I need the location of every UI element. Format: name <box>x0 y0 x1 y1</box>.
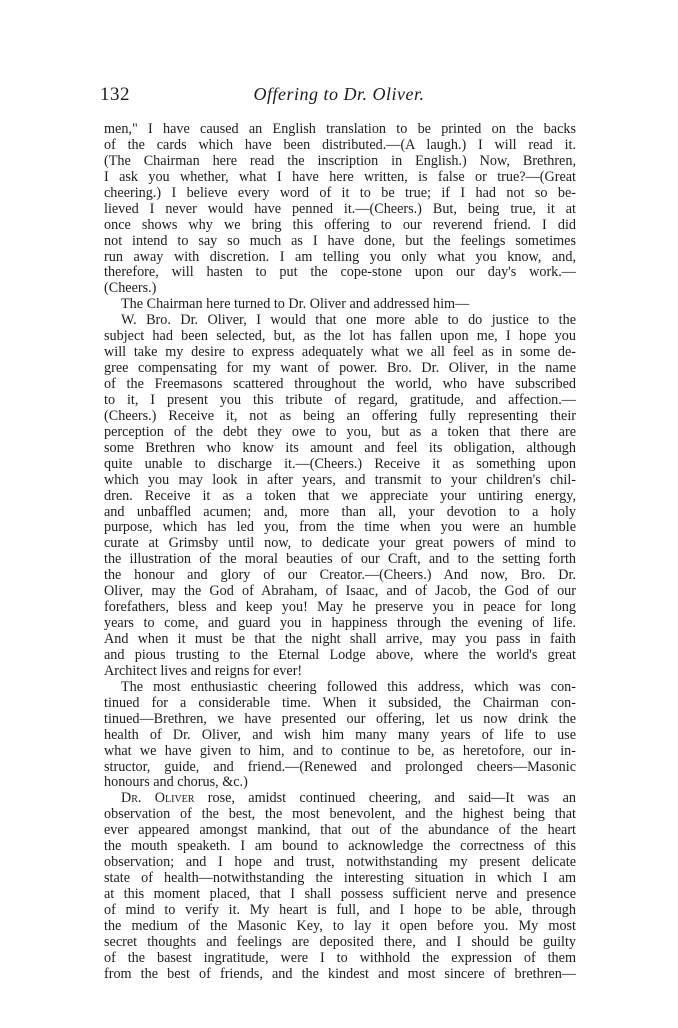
line-text: at this moment placed, that I shall possess sufficient nerve and presence <box>104 886 576 902</box>
text-line <box>104 887 576 903</box>
text-line <box>104 839 576 855</box>
line-text: the illustration of the moral beauties of our Craft, and to the setting forth <box>104 551 576 568</box>
text-line <box>104 441 576 457</box>
text-line <box>104 967 576 983</box>
body-text <box>104 122 576 983</box>
text-line <box>104 712 576 728</box>
line-text: some Brethren who know its amount and feel its obligation, although <box>104 439 576 456</box>
line-text: subject had been selected, but, as the lot has fallen upon me, I hope you <box>104 328 576 345</box>
text-line <box>104 584 576 600</box>
line-text: once shows why we bring this offering to our reverend friend. I did <box>104 216 576 233</box>
line-text: the medium of the Masonic Key, to lay it open before you. My most <box>104 917 576 934</box>
text-line <box>104 505 576 521</box>
text-line <box>104 728 576 744</box>
line-text: The most enthusiastic cheering followed this address, which was con- <box>121 678 576 695</box>
line-text: which you may look in after years, and transmit to your children's chil- <box>104 471 576 488</box>
text-line <box>104 680 576 696</box>
text-line <box>104 345 576 361</box>
line-text: to it, I present you this tribute of regard, gratitude, and affection.— <box>104 391 576 408</box>
running-title: Offering to Dr. Oliver. <box>253 84 425 104</box>
line-text: not intend to say so much as I have done, but the feelings sometimes <box>104 232 576 249</box>
text-line <box>104 648 576 664</box>
text-line <box>104 807 576 823</box>
line-text: ever appeared amongst mankind, that out of the abundance of the heart <box>104 822 576 839</box>
line-text: (The Chairman here read the inscription in English.) Now, Brethren, <box>104 152 576 169</box>
text-line <box>104 170 576 186</box>
speaker-name: Dr. Oliver <box>121 790 195 807</box>
line-text: health of Dr. Oliver, and wish him many many years of life to use <box>104 726 576 743</box>
text-line <box>104 871 576 887</box>
line-text: rose, amidst continued cheering, and said—It was an <box>194 790 576 807</box>
line-text: from the best of friends, and the kindest and most sincere of brethren— <box>104 965 576 982</box>
line-text: dren. Receive it as a token that we appreciate your untiring energy, <box>104 487 576 504</box>
line-text: purpose, which has led you, from the time when you were an humble <box>104 519 576 536</box>
line-text: the mouth speaketh. I am bound to acknowledge the correctness of this <box>104 838 576 855</box>
text-line <box>104 823 576 839</box>
line-text: of the cards which have been distributed.—(A laugh.) I will read it. <box>104 136 576 153</box>
text-line <box>104 473 576 489</box>
line-text: Architect lives and reigns for ever! <box>104 662 303 679</box>
text-line <box>104 632 576 648</box>
line-text: honours and chorus, &c.) <box>104 774 248 791</box>
line-text: cheering.) I believe every word of it to be true; if I had not so be- <box>104 184 576 201</box>
text-line <box>104 281 576 297</box>
line-text: therefore, will hasten to put the cope-stone upon our day's work.— <box>104 264 576 281</box>
line-text: of the basest ingratitude, were I to withhold the expression of them <box>104 949 576 966</box>
line-text: forefathers, bless and keep you! May he preserve you in peace for long <box>104 599 576 616</box>
line-text: (Cheers.) Receive it, not as being an offering fully representing their <box>104 407 576 424</box>
text-line <box>104 520 576 536</box>
text-line <box>104 329 576 345</box>
text-line <box>104 393 576 409</box>
text-line <box>104 202 576 218</box>
line-text: the honour and glory of our Creator.—(Cheers.) And now, Bro. Dr. <box>104 567 576 584</box>
text-line <box>104 489 576 505</box>
line-text: curate at Grimsby until now, to dedicate your great powers of mind to <box>104 535 576 552</box>
text-line <box>104 664 576 680</box>
line-text: (Cheers.) <box>104 280 157 297</box>
line-text: lieved I never would have penned it.—(Cheers.) But, being true, it at <box>104 200 576 217</box>
text-line <box>104 568 576 584</box>
line-text: tinued for a considerable time. When it subsided, the Chairman con- <box>104 694 576 711</box>
text-line <box>104 361 576 377</box>
text-line <box>104 154 576 170</box>
text-line <box>104 186 576 202</box>
line-text: run away with discretion. I am telling you only what you know, and, <box>104 248 576 265</box>
line-text: The Chairman here turned to Dr. Oliver and addressed him— <box>121 296 470 313</box>
text-line <box>104 218 576 234</box>
text-line <box>104 744 576 760</box>
text-line <box>104 297 576 313</box>
line-text: of mind to verify it. My heart is full, and I hope to be able, through <box>104 901 576 918</box>
text-line <box>104 409 576 425</box>
page-number: 132 <box>100 84 130 105</box>
line-text: structor, guide, and friend.—(Renewed and prolonged cheers—Masonic <box>104 758 576 775</box>
text-line <box>104 903 576 919</box>
text-line <box>104 457 576 473</box>
line-text: secret thoughts and feelings are deposited there, and I should be guilty <box>104 933 576 950</box>
line-text: state of health—notwithstanding the interesting situation in which I am <box>104 870 576 887</box>
text-line <box>104 600 576 616</box>
line-text: and pious trusting to the Eternal Lodge above, where the world's great <box>104 646 576 663</box>
text-line <box>104 265 576 281</box>
line-text: gree compensating for my want of power. Bro. Dr. Oliver, in the name <box>104 360 576 377</box>
line-text: W. Bro. Dr. Oliver, I would that one more able to do justice to the <box>121 312 576 329</box>
text-line <box>104 935 576 951</box>
line-text: And when it must be that the night shall arrive, may you pass in faith <box>104 631 576 647</box>
line-text: I ask you whether, what I have here written, is false or true?—(Great <box>104 168 576 185</box>
text-line <box>104 313 576 329</box>
line-text: years to come, and guard you in happiness through the evening of life. <box>104 615 576 632</box>
text-line <box>104 616 576 632</box>
text-line <box>104 855 576 871</box>
line-text: observation; and I hope and trust, notwithstanding my present delicate <box>104 854 576 871</box>
line-text: perception of the debt they owe to you, but as a token that there are <box>104 423 576 440</box>
text-line <box>104 122 576 138</box>
page-header <box>100 84 578 108</box>
line-text: observation of the best, the most benevolent, and the highest being that <box>104 806 576 823</box>
line-text: men," I have caused an English translation to be printed on the backs <box>104 121 576 137</box>
line-text: what we have given to him, and to continue to be, as heretofore, our in- <box>104 742 576 759</box>
text-line <box>104 234 576 250</box>
line-text: Oliver, may the God of Abraham, of Isaac, and of Jacob, the God of our <box>104 583 576 600</box>
text-line <box>104 250 576 266</box>
line-text: of the Freemasons scattered throughout the world, who have subscribed <box>104 376 576 392</box>
text-line <box>104 138 576 154</box>
line-text: and unbaffled acumen; and, more than all, your devotion to a holy <box>104 503 576 520</box>
text-line <box>104 536 576 552</box>
text-line <box>104 552 576 568</box>
line-text: tinued—Brethren, we have presented our offering, let us now drink the <box>104 710 576 727</box>
text-line <box>104 775 576 791</box>
text-line <box>104 377 576 393</box>
text-line <box>104 919 576 935</box>
text-line <box>104 696 576 712</box>
text-line <box>104 425 576 441</box>
text-line <box>104 791 576 807</box>
line-text: will take my desire to express adequately what we all feel as in some de- <box>104 344 576 361</box>
line-text: quite unable to discharge it.—(Cheers.) Receive it as something upon <box>104 455 576 472</box>
text-line <box>104 951 576 967</box>
text-line <box>104 760 576 776</box>
